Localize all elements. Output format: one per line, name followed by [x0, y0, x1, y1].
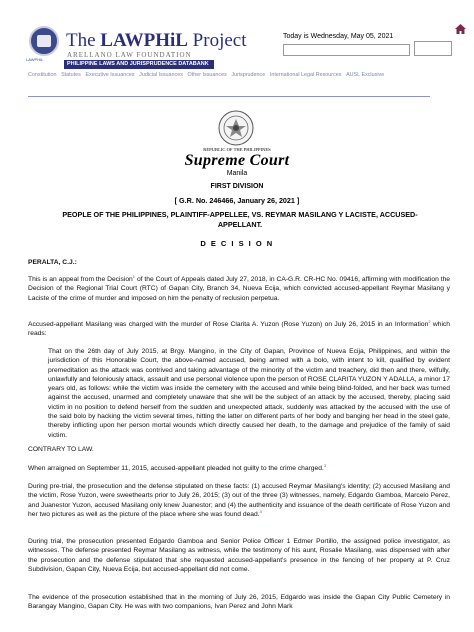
information-quote: That on the 26th day of July 2015, at Brgy. Mangino, in the City of Gapan, Province of Nueva Ecija, Philippines, and within the jurisdiction of this Honorable Court, the above-named accused, being armed with a bolo, with intent to kill, qualified by evident premeditation as the attack was contrived and taking advantage of the minority of the victim and treachery, did then and there, wilfully, unlawfully and feloniously attack, assault and use personal violence upon the person of ROSE CLARITA YUZON Y ADALLA, a minor 17 years old, as follows: while the victim was inside the cemetery with the accused and while being blind-folded, and her back was turned against the accused, unarmed and completely unaware that she will be the subject of an attack by the accused, thereby, placing said victim in no position to defend herself from the sudden and unexpected attack, suddenly was attacked by the accused with the use of the said bolo by hacking the victim several times, hitting the latter on different parts of her body and banging her head in the steel gate, thereby inflicting upon her person mortal wounds which directly caused her death, to the damage and prejudice of the family of said victim. — [48, 348, 450, 439]
paragraph-text: When arraigned on September 11, 2015, accused-appellant pleaded not guilty to the crime charged. — [28, 465, 324, 472]
nav-constitution[interactable]: Constitution — [28, 72, 57, 78]
nav-judicial-issuances[interactable]: Judicial Issuances — [139, 72, 183, 78]
logo-caption: LAWPHiL — [26, 57, 44, 62]
header-divider — [28, 96, 430, 97]
case-number: [ G.R. No. 246466, January 26, 2021 ] — [174, 196, 300, 205]
court-city: Manila — [226, 170, 248, 177]
footnote-link[interactable]: 3 — [323, 462, 327, 468]
home-icon[interactable] — [455, 24, 466, 34]
paragraph — [28, 275, 450, 303]
decision-heading: D E C I S I O N — [200, 239, 274, 248]
paragraph-text: of the Court of Appeals dated July 27, 2018, in CA-G.R. CR-HC No. 09416, affirming with modification the Decision of the Regional Trial Court (RTC) of Gapan City, Branch 34, Nueva Ecija, which convicted accused-appellant Reymar Masilang y Laciste of the crime of murder and imposed on him the penalty of reclusion perpetua. — [28, 276, 451, 302]
main-nav — [28, 72, 384, 78]
paragraph-text: which reads: — [28, 321, 450, 338]
paragraph: During trial, the prosecution presented Edgardo Gamboa and Senior Police Officer 1 Edmer Portillo, the assigned police investigator, as witnesses. The defense presented Reymar Masilang as witness, while the testimony of his aunt, Rosalie Masilang, was dispensed with after the prosecution and the defense stipulated that she requested accused-appellant's presence in the fencing of her property at P. Cruz Subdivision, Gapan City, Nueva Ecija, but accused-appellant did not come. — [28, 538, 450, 573]
brand-subtitle: ARELLANO LAW FOUNDATION — [67, 51, 192, 59]
nav-international-legal-resources[interactable]: International Legal Resources — [269, 72, 342, 78]
supreme-court-seal-icon — [218, 110, 254, 146]
paragraph — [28, 464, 450, 473]
lawphil-logo[interactable] — [29, 26, 59, 56]
search-input[interactable] — [283, 44, 410, 56]
nav-statutes[interactable]: Statutes — [61, 72, 81, 78]
site-brand[interactable] — [66, 30, 247, 52]
nav-ausl-exclusive[interactable]: AUSL Exclusive — [346, 72, 385, 78]
paragraph-text: Accused-appellant Masilang was charged with the murder of Rose Clarita A. Yuzon (Rose Yuzon) on July 26, 2015 in an Information — [28, 321, 429, 328]
brand-prefix: The — [66, 30, 101, 51]
footnote-link[interactable]: 2 — [428, 318, 431, 324]
paragraph: The evidence of the prosecution established that in the morning of July 26, 2015, Edgardo was inside the Gapan City Public Cemetery in Barangay Mangino, Gapan City. He was with two companions, Ivan Perez and John Mark — [28, 594, 450, 611]
nav-other-issuances[interactable]: Other Issuances — [187, 72, 227, 78]
case-parties: PEOPLE OF THE PHILIPPINES, PLAINTIFF-APPELLEE, VS. REYMAR MASILANG Y LACISTE, ACCUSED-APPELLANT. — [62, 210, 418, 229]
brand-name: LAWPHiL — [100, 30, 188, 51]
site-header — [0, 0, 474, 90]
today-date: Today is Wednesday, May 05, 2021 — [283, 33, 394, 40]
brand-suffix: Project — [187, 30, 247, 51]
paragraph-text: During pre-trial, the prosecution and the defense stipulated on these facts: (1) accused Reymar Masilang's identity; (2) accused Masilang and the victim, Rose Yuzon, were sweethearts prior to July 26, 2015; (3) out of the three (3) witnesses, namely, Edgardo Gamboa, Marcelo Perez, and Juanestor Yuzon, accused Masilang only knew Juanestor; and (4) the authenticity and issuance of the death certificate of Rose Yuzon and her two pictures as well as the picture of the place where she was found dead. — [28, 483, 450, 518]
nav-executive-issuances[interactable]: Executive Issuances — [85, 72, 135, 78]
search-button[interactable] — [414, 41, 452, 56]
databank-banner: PHILIPPINE LAWS AND JURISPRUDENCE DATABANK — [64, 60, 214, 69]
paragraph — [28, 320, 450, 339]
paragraph — [28, 482, 450, 519]
court-name: Supreme Court — [184, 152, 290, 169]
republic-heading: REPUBLIC OF THE PHILIPPINES — [203, 147, 271, 152]
footnote-link[interactable]: 1 — [132, 273, 136, 279]
nav-jurisprudence[interactable]: Jurisprudence — [231, 72, 266, 78]
paragraph-text: This is an appeal from the Decision — [28, 276, 133, 283]
footnote-link[interactable]: 4 — [259, 508, 262, 514]
ponente: PERALTA, C.J.: — [28, 259, 77, 266]
paragraph: CONTRARY TO LAW. — [28, 446, 94, 453]
division-heading: FIRST DIVISION — [210, 183, 264, 190]
